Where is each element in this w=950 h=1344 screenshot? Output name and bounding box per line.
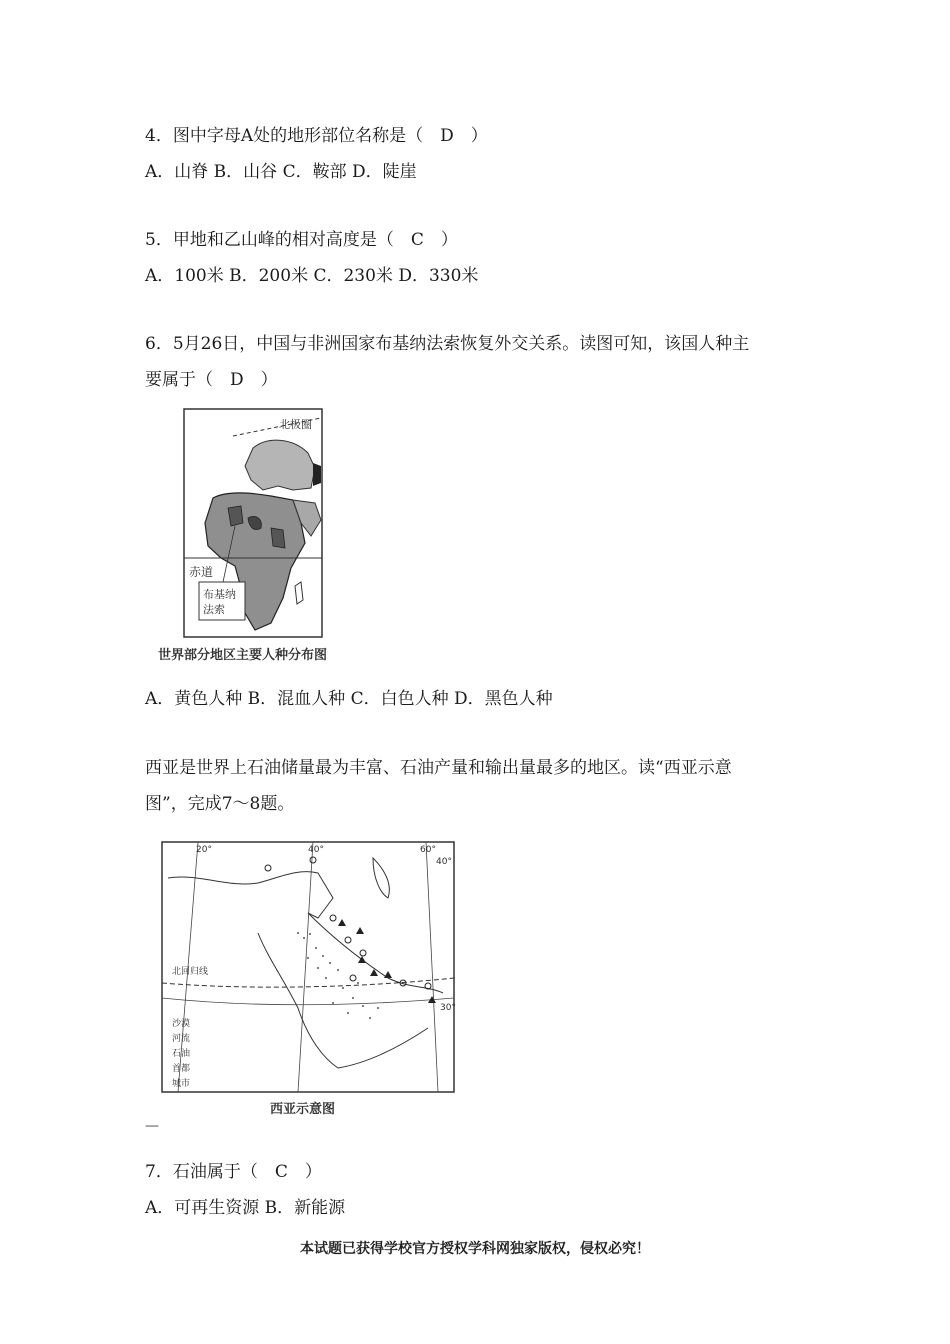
q4-stem: 4．图中字母A处的地形部位名称是（ D ） <box>145 126 488 146</box>
tropic-label: 北回归线 <box>172 967 209 977</box>
q4-options: A．山脊 B．山谷 C．鞍部 D．陡崖 <box>145 162 417 182</box>
q5-stem: 5．甲地和乙山峰的相对高度是（ C ） <box>145 230 458 250</box>
legend-desert: 沙漠 <box>172 1019 191 1029</box>
copyright-footer: 本试题已获得学校官方授权学科网独家版权，侵权必究！ <box>300 1241 650 1257</box>
lat-label-40: 40° <box>436 857 452 867</box>
q6-stem-line1: 6．5月26日，中国与非洲国家布基纳法索恢复外交关系。读图可知，该国人种主 <box>145 334 750 354</box>
stray-dash: — <box>145 1118 159 1134</box>
lon-label-60: 60° <box>420 845 436 855</box>
legend-oil: 石油 <box>172 1049 191 1059</box>
lon-label-20: 20° <box>196 845 212 855</box>
q6-stem-line2: 要属于（ D ） <box>145 370 278 390</box>
q7-options: A．可再生资源 B．新能源 <box>145 1198 346 1218</box>
lat-label-30: 30° <box>440 1003 456 1013</box>
equator-label: 赤道 <box>189 565 214 579</box>
legend-river: 河流 <box>172 1034 191 1044</box>
west-asia-map <box>158 838 458 1096</box>
intro-line1: 西亚是世界上石油储量最为丰富、石油产量和输出量最多的地区。读“西亚示意 <box>145 758 732 778</box>
lon-label-40: 40° <box>308 845 324 855</box>
intro-line2: 图”，完成7～8题。 <box>145 794 295 814</box>
q6-options: A．黄色人种 B．混血人种 C．白色人种 D．黑色人种 <box>145 689 553 709</box>
race-map-caption: 世界部分地区主要人种分布图 <box>158 648 328 663</box>
burkina-faso-label-1: 布基纳 <box>203 588 236 601</box>
legend-city: 城市 <box>172 1079 191 1089</box>
q7-stem: 7．石油属于（ C ） <box>145 1162 322 1182</box>
west-asia-map-caption: 西亚示意图 <box>270 1102 336 1117</box>
legend-capital: 首都 <box>172 1064 191 1074</box>
burkina-faso-label-2: 法索 <box>203 603 225 616</box>
q5-options: A．100米 B．200米 C．230米 D．330米 <box>145 266 479 286</box>
arctic-circle-label: 北极圈 <box>279 418 312 431</box>
race-distribution-map <box>183 408 323 640</box>
